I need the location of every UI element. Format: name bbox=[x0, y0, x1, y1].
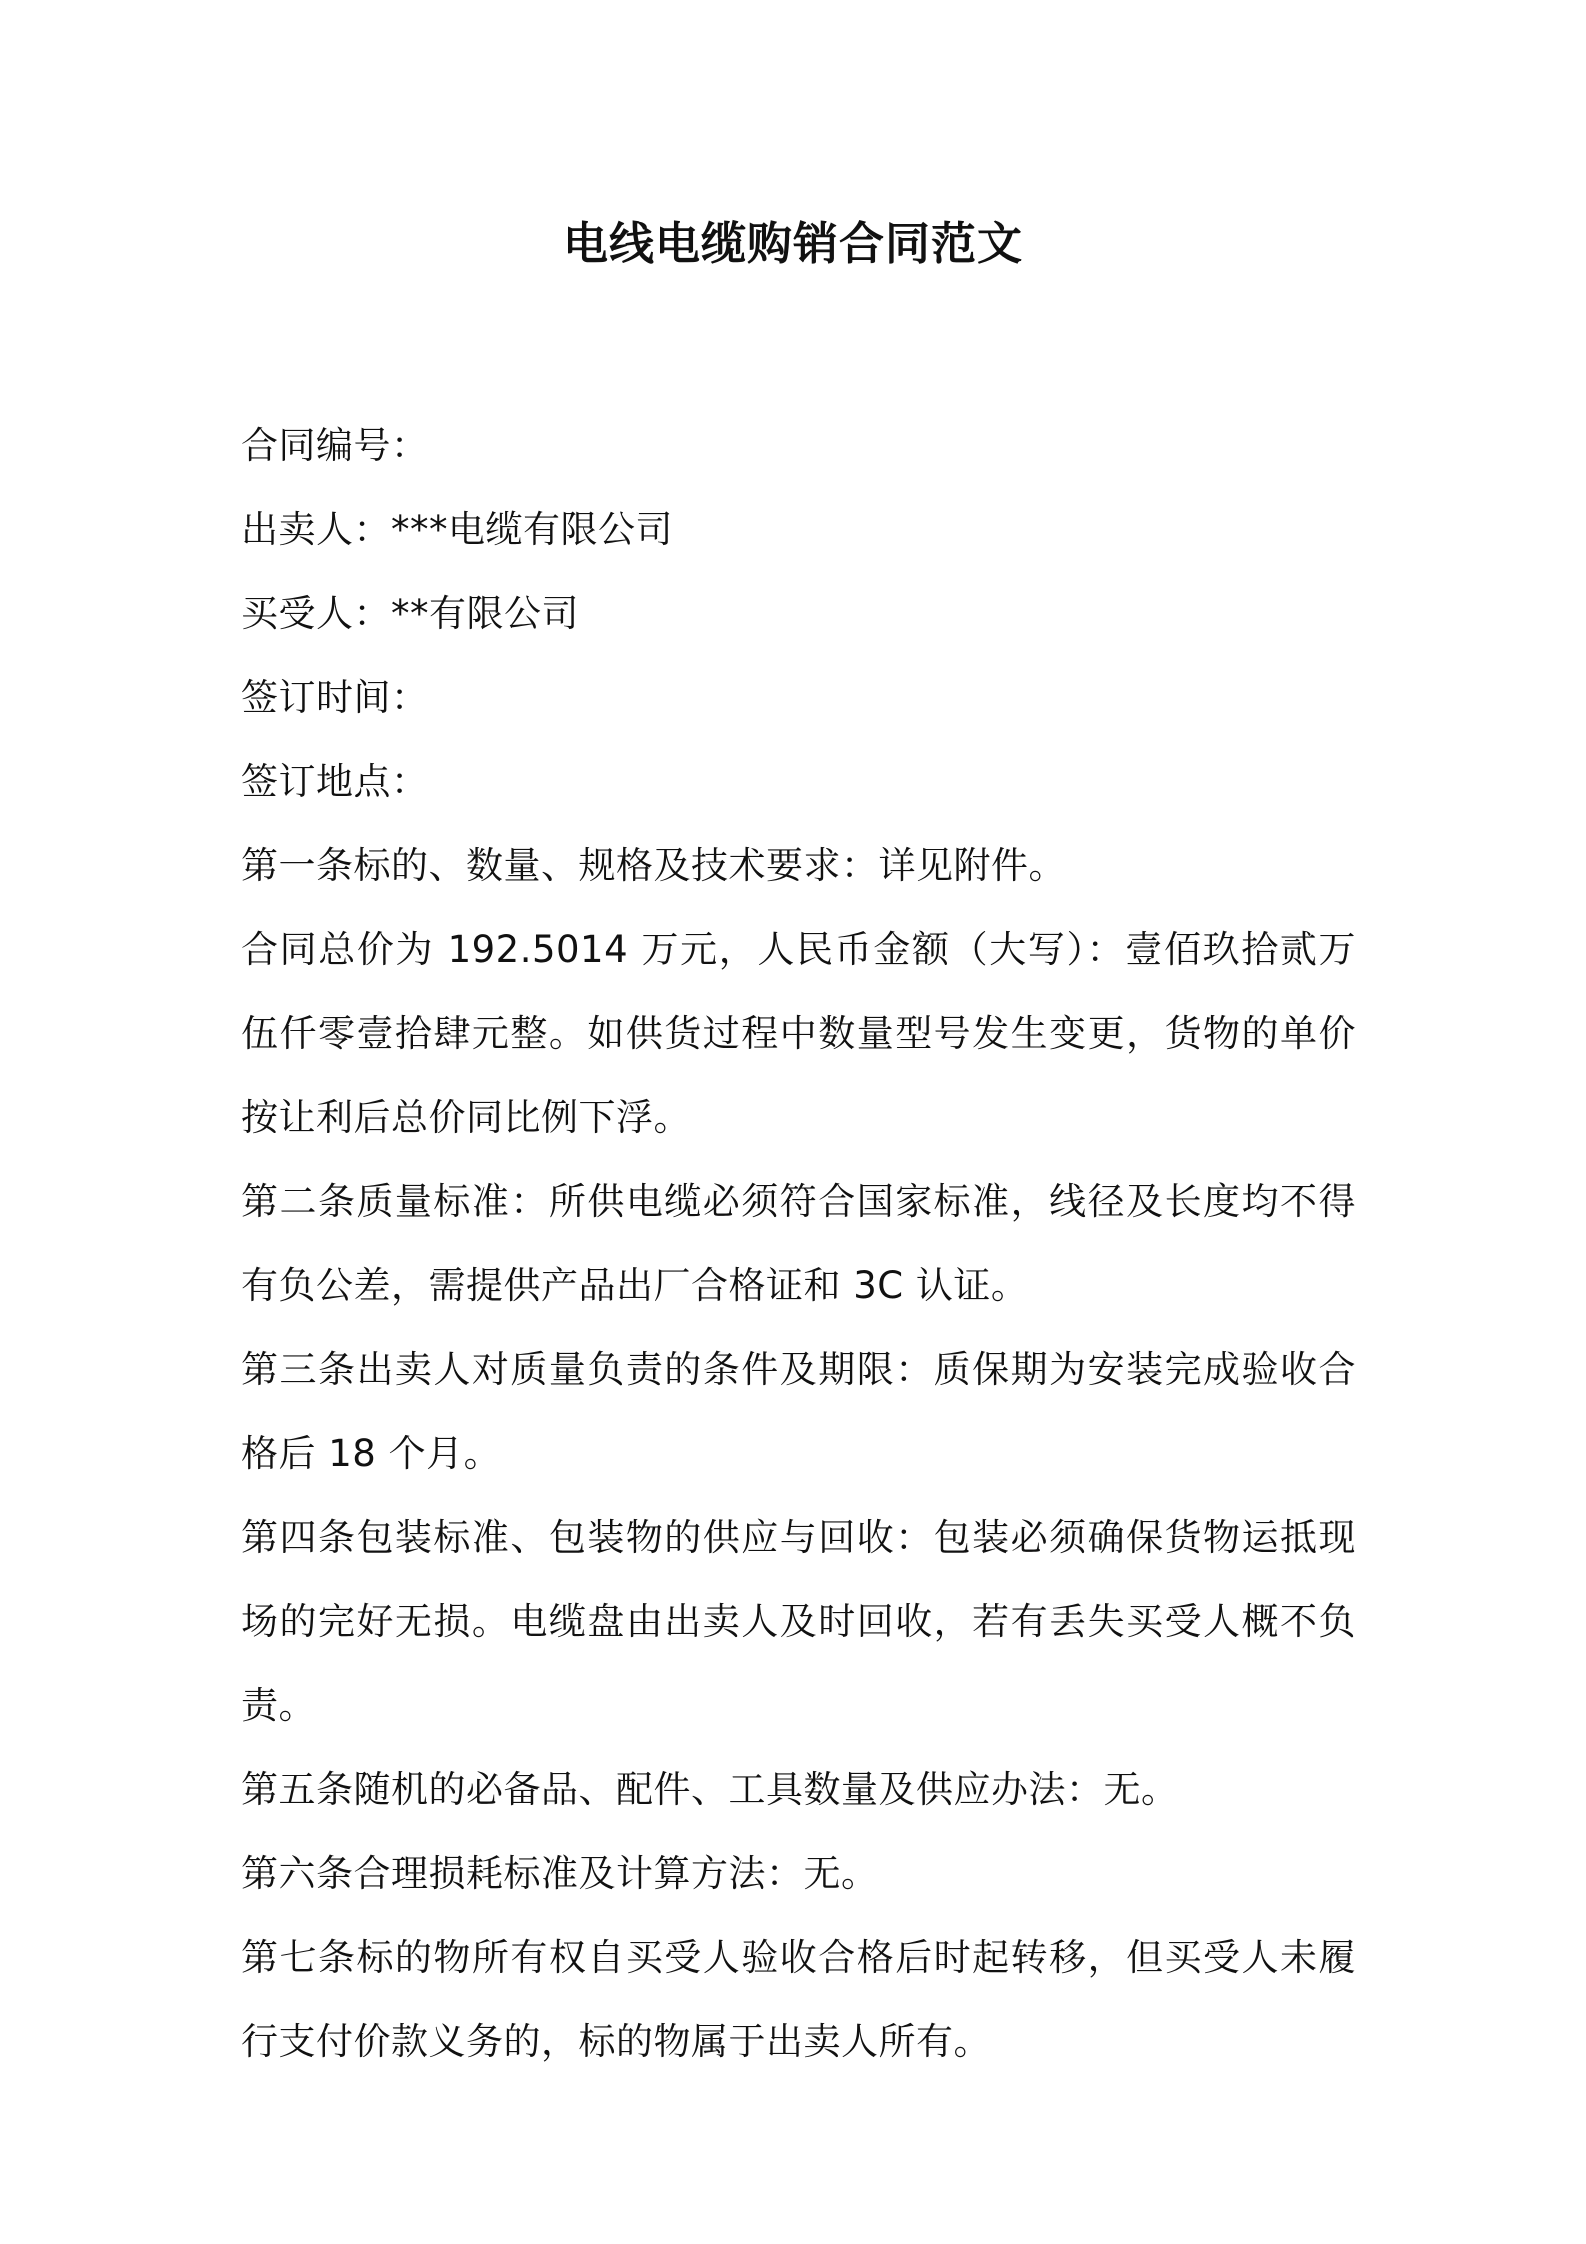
seller-line: 出卖人：***电缆有限公司 bbox=[241, 508, 673, 551]
signing-time-line: 签订时间： bbox=[241, 676, 429, 719]
document-body bbox=[241, 404, 1356, 2084]
contract-number-line: 合同编号： bbox=[241, 424, 429, 467]
clause-3: 第三条出卖人对质量负责的条件及期限：质保期为安装完成验收合格后 18 个月。 bbox=[241, 1348, 1356, 1475]
clause-6: 第六条合理损耗标准及计算方法：无。 bbox=[241, 1852, 879, 1895]
clause-5: 第五条随机的必备品、配件、工具数量及供应办法：无。 bbox=[241, 1768, 1179, 1811]
signing-place-line: 签订地点： bbox=[241, 760, 429, 803]
document-title: 电线电缆购销合同范文 bbox=[562, 217, 1023, 270]
clause-4: 第四条包装标准、包装物的供应与回收：包装必须确保货物运抵现场的完好无损。电缆盘由出卖人及时回收，若有丢失买受人概不负责。 bbox=[241, 1516, 1356, 1727]
clause-1: 第一条标的、数量、规格及技术要求：详见附件。 bbox=[241, 844, 1066, 887]
clause-2: 第二条质量标准：所供电缆必须符合国家标准，线径及长度均不得有负公差，需提供产品出厂合格证和 3C 认证。 bbox=[241, 1180, 1356, 1307]
price-clause: 合同总价为 192.5014 万元，人民币金额（大写）：壹佰玖拾贰万伍仟零壹拾肆元整。如供货过程中数量型号发生变更，货物的单价按让利后总价同比例下浮。 bbox=[241, 928, 1356, 1139]
buyer-line: 买受人：**有限公司 bbox=[241, 592, 579, 635]
clause-7: 第七条标的物所有权自买受人验收合格后时起转移，但买受人未履行支付价款义务的，标的物属于出卖人所有。 bbox=[241, 1936, 1356, 2063]
